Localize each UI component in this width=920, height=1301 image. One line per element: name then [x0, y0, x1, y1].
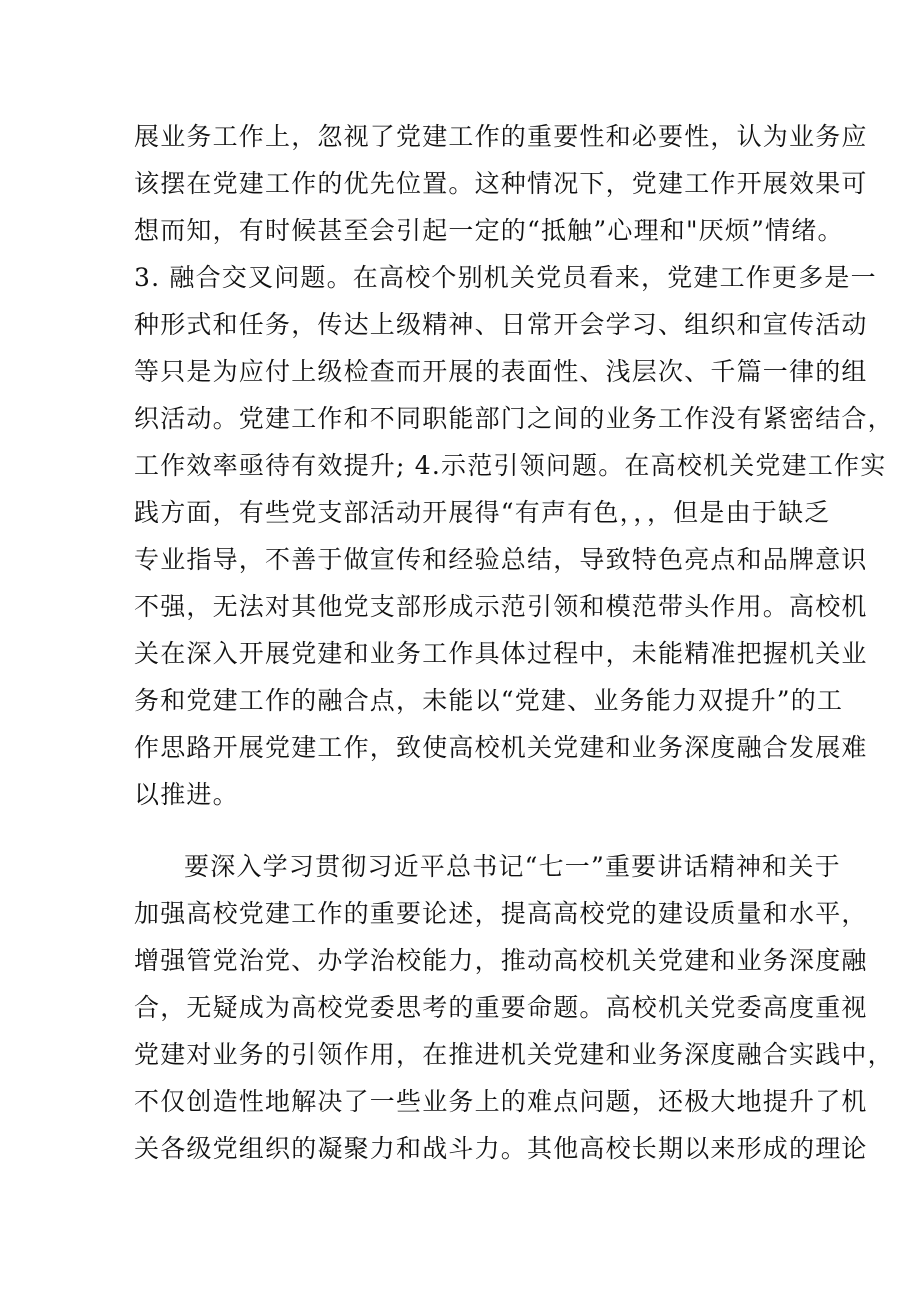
paragraph-line: 增强管党治党、办学治校能力，推动高校机关党建和业务深度融 [134, 946, 868, 975]
paragraph-line: 想而知，有时候甚至会引起一定的“抵触”心理和"厌烦”情绪。 [134, 216, 844, 245]
paragraph-line: 种形式和任务，传达上级精神、日常开会学习、组织和宣传活动 [134, 310, 868, 339]
paragraph-line: 该摆在党建工作的优先位置。这种情况下，党建工作开展效果可 [134, 169, 868, 198]
paragraph-line: 不仅创造性地解决了一些业务上的难点问题，还极大地提升了机 [134, 1087, 868, 1116]
paragraph-line: 以推进。 [134, 780, 239, 809]
paragraph-1 [134, 113, 894, 818]
paragraph-2 [134, 843, 894, 1172]
paragraph-line: 工作效率亟待有效提升; 4.示范引领问题。在高校机关党建工作实 [134, 451, 887, 480]
paragraph-line: 不强，无法对其他党支部形成示范引领和模范带头作用。高校机 [134, 592, 868, 621]
paragraph-line: 关各级党组织的凝聚力和战斗力。其他高校长期以来形成的理论 [134, 1134, 868, 1163]
paragraph-line: 务和党建工作的融合点，未能以“党建、业务能力双提升”的工 [134, 686, 844, 715]
paragraph-line: 3. 融合交叉问题。在高校个别机关党员看来，党建工作更多是一 [134, 263, 877, 292]
paragraph-line: 展业务工作上，忽视了党建工作的重要性和必要性，认为业务应 [134, 122, 868, 151]
paragraph-line: 党建对业务的引领作用，在推进机关党建和业务深度融合实践中， [134, 1040, 894, 1069]
paragraph-line: 要深入学习贯彻习近平总书记“七一”重要讲话精神和关于 [184, 852, 841, 881]
paragraph-line: 践方面，有些党支部活动开展得“有声有色，，，但是由于缺乏 [134, 498, 831, 527]
paragraph-line: 专业指导，不善于做宣传和经验总结，导致特色亮点和品牌意识 [134, 545, 868, 574]
paragraph-line: 等只是为应付上级检查而开展的表面性、浅层次、千篇一律的组 [134, 357, 868, 386]
paragraph-line: 关在深入开展党建和业务工作具体过程中，未能精准把握机关业 [134, 639, 868, 668]
paragraph-line: 织活动。党建工作和不同职能部门之间的业务工作没有紧密结合， [134, 404, 894, 433]
paragraph-line: 加强高校党建工作的重要论述，提高高校党的建设质量和水平， [134, 899, 868, 928]
paragraph-line: 合，无疑成为高校党委思考的重要命题。高校机关党委高度重视 [134, 993, 868, 1022]
paragraph-line: 作思路开展党建工作，致使高校机关党建和业务深度融合发展难 [134, 733, 868, 762]
